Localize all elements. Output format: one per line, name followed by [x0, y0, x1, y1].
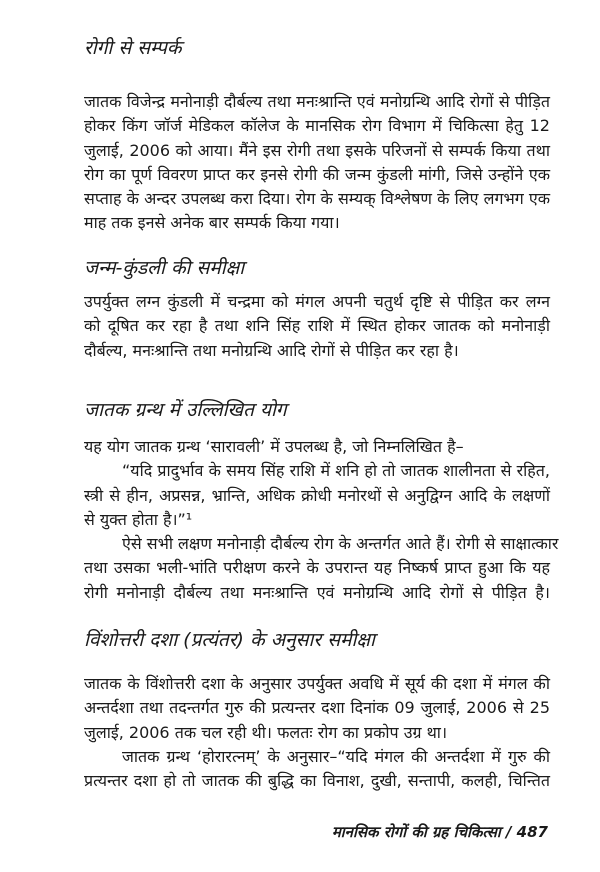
text-line: होकर किंग जॉर्ज मेडिकल कॉलेज के मानसिक रोग विभाग में चिकित्सा हेतु 12	[84, 116, 550, 136]
text-line: को दूषित कर रहा है तथा शनि सिंह राशि में स्थित होकर जातक को मनोनाड़ी	[84, 316, 550, 336]
text-line: प्रत्यन्तर दशा हो तो जातक की बुद्धि का विनाश, दुखी, सन्तापी, कलही, चिन्तित	[84, 771, 550, 791]
paragraph	[84, 672, 550, 793]
text-line: जातक ग्रन्थ ‘होरारत्नम्’ के अनुसार–“यदि मंगल की अन्तर्दशा में गुरु की	[122, 746, 550, 766]
quote-line: स्त्री से हीन, अप्रसन्न, भ्रान्ति, अधिक क्रोधी मनोरथों से अनुद्विग्न आदि के लक्षणों	[84, 485, 550, 505]
text-line: यह योग जातक ग्रन्थ ‘सारावली’ में उपलब्ध है, जो निम्नलिखित है–	[84, 437, 464, 456]
section-heading: जातक ग्रन्थ में उल्लिखित योग	[84, 399, 287, 421]
text-line: सप्ताह के अन्दर उपलब्ध करा दिया। रोग के सम्यक् विश्लेषण के लिए लगभग एक	[84, 189, 550, 209]
quote-line: से युक्त होता है।”¹	[84, 509, 193, 529]
text-line: रोग का पूर्ण विवरण प्राप्त कर इनसे रोगी की जन्म कुंडली मांगी, जिसे उन्होंने एक	[84, 164, 550, 184]
text-line: जुलाई, 2006 तक चल रही थी। फलतः रोग का प्रकोप उग्र था।	[84, 722, 448, 742]
paragraph	[84, 290, 550, 363]
section-heading: रोगी से सम्पर्क	[84, 37, 182, 59]
text-line: अन्तर्दशा तथा तदन्तर्गत गुरु की प्रत्यन्तर दशा दिनांक 09 जुलाई, 2006 से 25	[84, 698, 550, 718]
section-heading: जन्म-कुंडली की समीक्षा	[84, 257, 245, 279]
paragraph	[84, 90, 550, 236]
text-line: तथा उसका भली-भांति परीक्षण करने के उपरान्त यह निष्कर्ष प्राप्त हुआ कि यह	[84, 558, 550, 578]
text-line: दौर्बल्य, मनःश्रान्ति तथा मनोग्रन्थि आदि रोगों से पीड़ित कर रहा है।	[84, 340, 459, 360]
text-line: जुलाई, 2006 को आया। मैंने इस रोगी तथा इसके परिजनों से सम्पर्क किया तथा	[84, 140, 550, 160]
running-footer: मानसिक रोगों की ग्रह चिकित्सा / 487	[331, 823, 548, 841]
text-line: जातक विजेन्द्र मनोनाड़ी दौर्बल्य तथा मनःश्रान्ति एवं मनोग्रन्थि आदि रोगों से पीड़ित	[84, 92, 550, 111]
text-line: माह तक इनसे अनेक बार सम्पर्क किया गया।	[84, 213, 340, 233]
quote-line: “यदि प्रादुर्भाव के समय सिंह राशि में शनि हो तो जातक शालीनता से रहित,	[122, 461, 550, 481]
text-line: रोगी मनोनाड़ी दौर्बल्य तथा मनःश्रान्ति एवं मनोग्रन्थि आदि रोगों से पीड़ित है।	[84, 582, 550, 602]
text-line: उपर्युक्त लग्न कुंडली में चन्द्रमा को मंगल अपनी चतुर्थ दृष्टि से पीड़ित कर लग्न	[84, 292, 550, 311]
paragraph	[84, 435, 559, 605]
text-line: जातक के विंशोत्तरी दशा के अनुसार उपर्युक्त अवधि में सूर्य की दशा में मंगल की	[84, 674, 550, 693]
section-heading: विंशोत्तरी दशा (प्रत्यंतर) के अनुसार समीक्षा	[84, 629, 375, 651]
text-line: ऐसे सभी लक्षण मनोनाड़ी दौर्बल्य रोग के अन्तर्गत आते हैं। रोगी से साक्षात्कार	[122, 534, 559, 554]
